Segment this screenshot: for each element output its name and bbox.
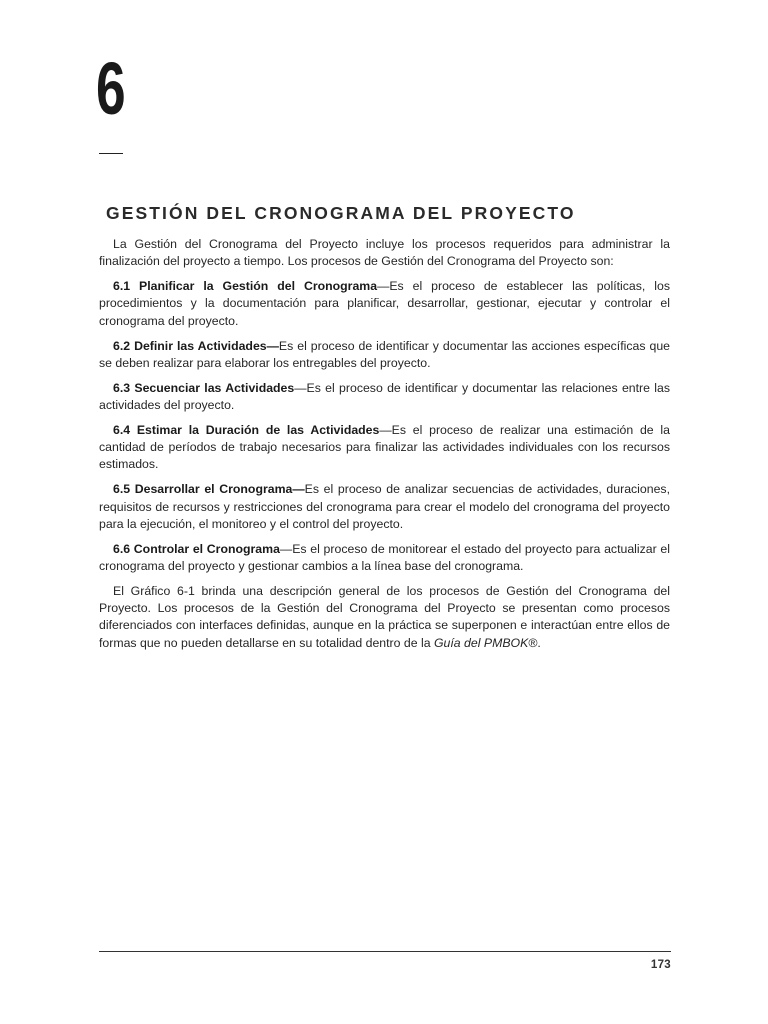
chapter-number: 6: [96, 47, 126, 130]
process-item-6-5: [99, 481, 670, 533]
process-heading: 6.4 Estimar la Duración de las Actividades: [113, 423, 380, 438]
process-description: —Es el proceso de realizar una estimación de la cantidad de períodos de trabajo necesarios para finalizar las actividades individuales con los recursos estimados.: [99, 423, 670, 472]
process-item-6-1: [99, 278, 670, 330]
process-item-6-3: [99, 380, 670, 414]
process-heading: 6.3 Secuenciar las Actividades: [113, 380, 295, 395]
process-description: Es el proceso de analizar secuencias de actividades, duraciones, requisitos de recursos y restricciones del cronograma para crear el modelo del cronograma del proyecto para la ejecución, el monitoreo y el control del proyecto.: [99, 482, 670, 531]
process-item-6-4: [99, 422, 670, 474]
pmbok-guide-reference: Guía del PMBOK®: [433, 635, 538, 650]
process-item-6-6: [99, 541, 670, 575]
process-description: —Es el proceso de monitorear el estado del proyecto para actualizar el cronograma del proyecto y gestionar cambios a la línea base del cronograma.: [99, 541, 670, 574]
process-description: —Es el proceso de identificar y documentar las relaciones entre las actividades del proyecto.: [99, 380, 670, 413]
process-heading: 6.5 Desarrollar el Cronograma—: [113, 482, 305, 497]
intro-paragraph: La Gestión del Cronograma del Proyecto incluye los procesos requeridos para administrar la finalización del proyecto a tiempo. Los procesos de Gestión del Cronograma del Proyecto son:: [99, 237, 670, 269]
process-heading: 6.2 Definir las Actividades—: [113, 338, 279, 353]
process-description: —Es el proceso de establecer las políticas, los procedimientos y la documentación para planificar, desarrollar, gestionar, ejecutar y controlar el cronograma del proyecto.: [99, 279, 670, 328]
closing-paragraph: [99, 583, 670, 652]
chapter-body: [99, 236, 670, 660]
page-number: 173: [650, 959, 671, 971]
closing-end: .: [537, 635, 541, 650]
chapter-rule: [99, 153, 123, 154]
process-description: Es el proceso de identificar y documentar las acciones específicas que se deben realizar para elaborar los entregables del proyecto.: [99, 338, 670, 370]
process-heading: 6.1 Planificar la Gestión del Cronograma: [113, 279, 378, 294]
process-heading: 6.6 Controlar el Cronograma: [113, 541, 280, 556]
footer-rule: [99, 951, 671, 952]
closing-text: El Gráfico 6-1 brinda una descripción general de los procesos de Gestión del Cronograma del Proyecto. Los procesos de la Gestión del Cronograma del Proyecto se presentan como procesos diferenciados con interfaces definidas, aunque en la práctica se superponen e interactúan entre ellos de formas que no pueden detallarse en su totalidad dentro de la: [99, 584, 670, 650]
process-item-6-2: [99, 338, 670, 372]
chapter-title: GESTIÓN DEL CRONOGRAMA DEL PROYECTO: [106, 203, 576, 223]
